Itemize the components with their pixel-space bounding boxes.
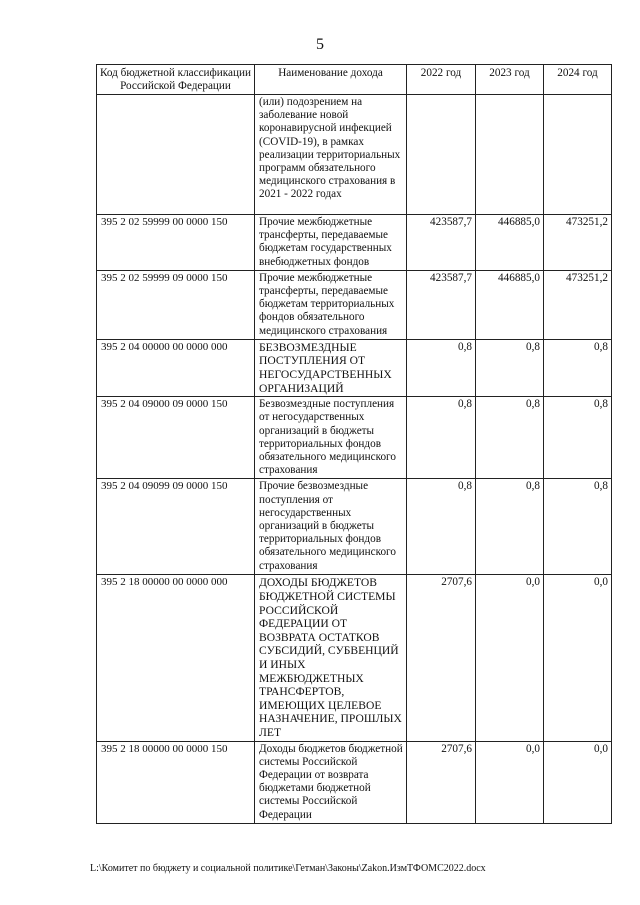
row-value-2024: 473251,2 [544,215,612,271]
row-value-2024 [544,95,612,215]
row-value-2022: 0,8 [407,339,476,396]
row-value-2022: 423587,7 [407,215,476,271]
row-name: (или) подозрением на заболевание новой коронавирусной инфекцией (COVID-19), в рамках реализации территориальных программ обязательного медицинского страхования в 2021 - 2022 годах [255,95,407,215]
row-name: БЕЗВОЗМЕЗДНЫЕ ПОСТУПЛЕНИЯ ОТ НЕГОСУДАРСТВЕННЫХ ОРГАНИЗАЦИЙ [255,339,407,396]
row-value-2023: 0,8 [476,339,544,396]
file-path-footer: L:\Комитет по бюджету и социальной политике\Гетман\Законы\Zakon.ИзмТФОМС2022.docx [90,863,486,874]
row-name: Прочие межбюджетные трансферты, передаваемые бюджетам территориальных фондов обязательного медицинского страхования [255,270,407,339]
table-header-row [97,65,612,95]
row-code: 395 2 04 09000 09 0000 150 [97,397,255,479]
row-value-2022: 2707,6 [407,741,476,823]
header-year-2022: 2022 год [407,65,476,95]
row-value-2023: 446885,0 [476,215,544,271]
row-code: 395 2 18 00000 00 0000 000 [97,575,255,741]
table-row [97,479,612,575]
table-row [97,215,612,271]
row-value-2022: 0,8 [407,479,476,575]
row-value-2024: 0,8 [544,479,612,575]
table-row [97,575,612,741]
row-value-2023: 0,0 [476,741,544,823]
row-value-2023: 446885,0 [476,270,544,339]
header-income-name: Наименование дохода [255,65,407,95]
header-year-2024: 2024 год [544,65,612,95]
row-code: 395 2 04 00000 00 0000 000 [97,339,255,396]
row-value-2022: 423587,7 [407,270,476,339]
table-row [97,95,612,215]
row-value-2024: 0,8 [544,397,612,479]
table-row [97,339,612,396]
row-value-2022 [407,95,476,215]
row-name: Прочие безвозмездные поступления от негосударственных организаций в бюджеты территориальных фондов обязательного медицинского страхования [255,479,407,575]
row-value-2024: 0,0 [544,575,612,741]
row-value-2022: 0,8 [407,397,476,479]
table-row [97,270,612,339]
row-value-2023 [476,95,544,215]
row-name: Доходы бюджетов бюджетной системы Российской Федерации от возврата бюджетами бюджетной системы Российской Федерации [255,741,407,823]
row-value-2023: 0,0 [476,575,544,741]
row-code: 395 2 18 00000 00 0000 150 [97,741,255,823]
header-budget-code: Код бюджетной классификации Российской Федерации [97,65,255,95]
row-code: 395 2 04 09099 09 0000 150 [97,479,255,575]
budget-income-table [96,64,612,824]
table-row [97,397,612,479]
page-number: 5 [316,36,324,53]
row-value-2023: 0,8 [476,479,544,575]
table-row [97,741,612,823]
row-code: 395 2 02 59999 09 0000 150 [97,270,255,339]
row-value-2023: 0,8 [476,397,544,479]
header-year-2023: 2023 год [476,65,544,95]
row-value-2024: 0,8 [544,339,612,396]
row-code [97,95,255,215]
row-name: Прочие межбюджетные трансферты, передаваемые бюджетам государственных внебюджетных фондов [255,215,407,271]
row-code: 395 2 02 59999 00 0000 150 [97,215,255,271]
row-value-2022: 2707,6 [407,575,476,741]
row-value-2024: 0,0 [544,741,612,823]
row-name: ДОХОДЫ БЮДЖЕТОВ БЮДЖЕТНОЙ СИСТЕМЫ РОССИЙСКОЙ ФЕДЕРАЦИИ ОТ ВОЗВРАТА ОСТАТКОВ СУБСИДИЙ, СУБВЕНЦИЙ И ИНЫХ МЕЖБЮДЖЕТНЫХ ТРАНСФЕРТОВ, ИМЕЮЩИХ ЦЕЛЕВОЕ НАЗНАЧЕНИЕ, ПРОШЛЫХ ЛЕТ [255,575,407,741]
row-name: Безвозмездные поступления от негосударственных организаций в бюджеты территориальных фондов обязательного медицинского страхования [255,397,407,479]
row-value-2024: 473251,2 [544,270,612,339]
